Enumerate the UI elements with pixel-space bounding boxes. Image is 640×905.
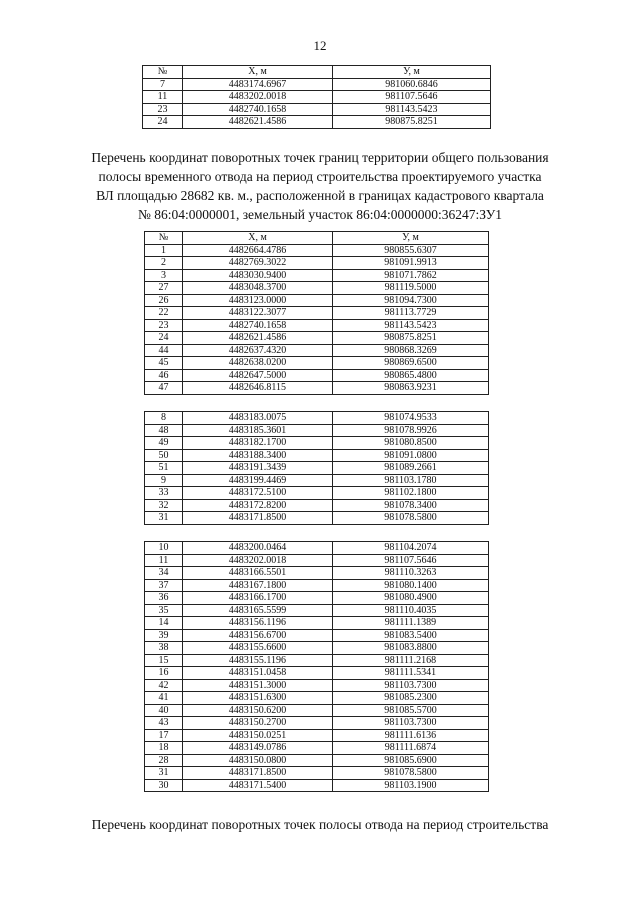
point-number-cell: 23 xyxy=(145,319,183,332)
x-coordinate-cell: 4483171.8500 xyxy=(183,512,333,525)
y-coordinate-cell: 981060.6846 xyxy=(333,78,491,91)
point-number-cell: 43 xyxy=(145,717,183,730)
table-row xyxy=(143,103,491,116)
point-number-cell: 51 xyxy=(145,462,183,475)
table-row xyxy=(145,742,489,755)
y-coordinate-cell: 980875.8251 xyxy=(333,332,489,345)
x-coordinate-cell: 4482769.3022 xyxy=(183,257,333,270)
point-number-cell: 11 xyxy=(145,554,183,567)
x-coordinate-cell: 4483150.0800 xyxy=(183,754,333,767)
section-heading-public-territory xyxy=(60,148,580,224)
y-coordinate-cell: 981110.3263 xyxy=(333,567,489,580)
y-coordinate-cell: 981083.8800 xyxy=(333,642,489,655)
x-coordinate-cell: 4482740.1658 xyxy=(183,103,333,116)
y-coordinate-cell: 981080.1400 xyxy=(333,579,489,592)
x-coordinate-cell: 4483171.5400 xyxy=(183,779,333,792)
point-number-cell: 40 xyxy=(145,704,183,717)
x-coordinate-cell: 4483167.1800 xyxy=(183,579,333,592)
y-coordinate-cell: 980863.9231 xyxy=(333,382,489,395)
point-number-cell: 3 xyxy=(145,269,183,282)
y-coordinate-cell: 981104.2074 xyxy=(333,542,489,555)
y-coordinate-cell: 981103.1780 xyxy=(333,474,489,487)
point-number-cell: 31 xyxy=(145,767,183,780)
point-number-cell: 14 xyxy=(145,617,183,630)
y-coordinate-cell: 981110.4035 xyxy=(333,604,489,617)
x-coordinate-cell: 4482621.4586 xyxy=(183,332,333,345)
x-coordinate-cell: 4483202.0018 xyxy=(183,91,333,104)
column-header-x: X, м xyxy=(183,66,333,79)
table-row xyxy=(145,449,489,462)
table-row xyxy=(145,369,489,382)
y-coordinate-cell: 980875.8251 xyxy=(333,116,491,129)
table-row xyxy=(145,554,489,567)
point-number-cell: 42 xyxy=(145,679,183,692)
x-coordinate-cell: 4482646.8115 xyxy=(183,382,333,395)
table-row xyxy=(145,307,489,320)
y-coordinate-cell: 981078.5800 xyxy=(333,767,489,780)
x-coordinate-cell: 4483123.0000 xyxy=(183,294,333,307)
y-coordinate-cell: 981091.0800 xyxy=(333,449,489,462)
y-coordinate-cell: 981085.2300 xyxy=(333,692,489,705)
y-coordinate-cell: 981078.5800 xyxy=(333,512,489,525)
table-row xyxy=(145,629,489,642)
x-coordinate-cell: 4483151.0458 xyxy=(183,667,333,680)
point-number-cell: 50 xyxy=(145,449,183,462)
point-number-cell: 49 xyxy=(145,437,183,450)
table-row xyxy=(145,344,489,357)
point-number-cell: 46 xyxy=(145,369,183,382)
y-coordinate-cell: 981103.7300 xyxy=(333,717,489,730)
table-row xyxy=(145,332,489,345)
point-number-cell: 28 xyxy=(145,754,183,767)
table-row xyxy=(145,779,489,792)
x-coordinate-cell: 4483156.6700 xyxy=(183,629,333,642)
x-coordinate-cell: 4483151.3000 xyxy=(183,679,333,692)
table-row xyxy=(145,412,489,425)
table-row xyxy=(145,269,489,282)
table-row xyxy=(145,692,489,705)
point-number-cell: 15 xyxy=(145,654,183,667)
x-coordinate-cell: 4483156.1196 xyxy=(183,617,333,630)
y-coordinate-cell: 981107.5646 xyxy=(333,91,491,104)
column-header-number: № xyxy=(143,66,183,79)
y-coordinate-cell: 981080.4900 xyxy=(333,592,489,605)
heading-line: полосы временного отвода на период строительства проектируемого участка xyxy=(98,169,542,184)
point-number-cell: 2 xyxy=(145,257,183,270)
point-number-cell: 48 xyxy=(145,424,183,437)
table-row xyxy=(145,282,489,295)
table-header-row xyxy=(143,66,491,79)
y-coordinate-cell: 981085.6900 xyxy=(333,754,489,767)
coordinates-table-2 xyxy=(144,231,489,395)
y-coordinate-cell: 980865.4800 xyxy=(333,369,489,382)
table-row xyxy=(145,729,489,742)
point-number-cell: 30 xyxy=(145,779,183,792)
y-coordinate-cell: 980869.6500 xyxy=(333,357,489,370)
table-row xyxy=(145,654,489,667)
y-coordinate-cell: 981103.1900 xyxy=(333,779,489,792)
y-coordinate-cell: 981102.1800 xyxy=(333,487,489,500)
point-number-cell: 38 xyxy=(145,642,183,655)
y-coordinate-cell: 981111.6136 xyxy=(333,729,489,742)
table-row xyxy=(143,91,491,104)
table-row xyxy=(145,244,489,257)
x-coordinate-cell: 4482637.4320 xyxy=(183,344,333,357)
point-number-cell: 41 xyxy=(145,692,183,705)
table-row xyxy=(145,604,489,617)
table-row xyxy=(145,319,489,332)
x-coordinate-cell: 4483191.3439 xyxy=(183,462,333,475)
table-row xyxy=(143,78,491,91)
x-coordinate-cell: 4482621.4586 xyxy=(183,116,333,129)
x-coordinate-cell: 4483149.0786 xyxy=(183,742,333,755)
x-coordinate-cell: 4483165.5599 xyxy=(183,604,333,617)
table-row xyxy=(145,437,489,450)
column-header-y: У, м xyxy=(333,66,491,79)
heading-line: Перечень координат поворотных точек границ территории общего пользования xyxy=(91,150,549,165)
x-coordinate-cell: 4483155.1196 xyxy=(183,654,333,667)
x-coordinate-cell: 4482647.5000 xyxy=(183,369,333,382)
table-row xyxy=(145,567,489,580)
y-coordinate-cell: 981111.1389 xyxy=(333,617,489,630)
y-coordinate-cell: 981119.5000 xyxy=(333,282,489,295)
point-number-cell: 22 xyxy=(145,307,183,320)
x-coordinate-cell: 4483199.4469 xyxy=(183,474,333,487)
column-header-number: № xyxy=(145,232,183,245)
point-number-cell: 45 xyxy=(145,357,183,370)
y-coordinate-cell: 980868.3269 xyxy=(333,344,489,357)
point-number-cell: 33 xyxy=(145,487,183,500)
table-row xyxy=(145,487,489,500)
x-coordinate-cell: 4483172.5100 xyxy=(183,487,333,500)
x-coordinate-cell: 4483030.9400 xyxy=(183,269,333,282)
table-row xyxy=(145,679,489,692)
x-coordinate-cell: 4483150.6200 xyxy=(183,704,333,717)
x-coordinate-cell: 4483185.3601 xyxy=(183,424,333,437)
table-row xyxy=(145,704,489,717)
point-number-cell: 24 xyxy=(145,332,183,345)
point-number-cell: 17 xyxy=(145,729,183,742)
y-coordinate-cell: 981143.5423 xyxy=(333,103,491,116)
y-coordinate-cell: 981085.5700 xyxy=(333,704,489,717)
table-row xyxy=(145,579,489,592)
point-number-cell: 1 xyxy=(145,244,183,257)
point-number-cell: 34 xyxy=(145,567,183,580)
table-row xyxy=(145,474,489,487)
y-coordinate-cell: 981089.2661 xyxy=(333,462,489,475)
table-row xyxy=(145,754,489,767)
table-row xyxy=(145,462,489,475)
point-number-cell: 9 xyxy=(145,474,183,487)
point-number-cell: 37 xyxy=(145,579,183,592)
point-number-cell: 11 xyxy=(143,91,183,104)
x-coordinate-cell: 4483048.3700 xyxy=(183,282,333,295)
point-number-cell: 18 xyxy=(145,742,183,755)
table-row xyxy=(145,499,489,512)
point-number-cell: 35 xyxy=(145,604,183,617)
x-coordinate-cell: 4482740.1658 xyxy=(183,319,333,332)
table-row xyxy=(145,642,489,655)
table-row xyxy=(145,424,489,437)
table-header-row xyxy=(145,232,489,245)
x-coordinate-cell: 4483188.3400 xyxy=(183,449,333,462)
y-coordinate-cell: 981111.5341 xyxy=(333,667,489,680)
point-number-cell: 27 xyxy=(145,282,183,295)
section-heading-construction-strip: Перечень координат поворотных точек полосы отвода на период строительства xyxy=(91,817,549,832)
y-coordinate-cell: 981143.5423 xyxy=(333,319,489,332)
y-coordinate-cell: 981113.7729 xyxy=(333,307,489,320)
coordinates-table-3 xyxy=(144,411,489,525)
y-coordinate-cell: 981094.7300 xyxy=(333,294,489,307)
y-coordinate-cell: 981078.9926 xyxy=(333,424,489,437)
x-coordinate-cell: 4483182.1700 xyxy=(183,437,333,450)
y-coordinate-cell: 981074.9533 xyxy=(333,412,489,425)
point-number-cell: 47 xyxy=(145,382,183,395)
y-coordinate-cell: 981071.7862 xyxy=(333,269,489,282)
x-coordinate-cell: 4483150.0251 xyxy=(183,729,333,742)
y-coordinate-cell: 981103.7300 xyxy=(333,679,489,692)
heading-line: ВЛ площадью 28682 кв. м., расположенной в границах кадастрового квартала xyxy=(96,188,544,203)
column-header-x: X, м xyxy=(183,232,333,245)
page-number: 12 xyxy=(313,38,327,53)
coordinates-table-1 xyxy=(142,65,491,129)
x-coordinate-cell: 4483172.8200 xyxy=(183,499,333,512)
y-coordinate-cell: 981111.6874 xyxy=(333,742,489,755)
point-number-cell: 32 xyxy=(145,499,183,512)
x-coordinate-cell: 4483174.6967 xyxy=(183,78,333,91)
table-row xyxy=(145,767,489,780)
point-number-cell: 31 xyxy=(145,512,183,525)
table-row xyxy=(145,667,489,680)
x-coordinate-cell: 4483150.2700 xyxy=(183,717,333,730)
x-coordinate-cell: 4483122.3077 xyxy=(183,307,333,320)
table-row xyxy=(145,512,489,525)
y-coordinate-cell: 980855.6307 xyxy=(333,244,489,257)
y-coordinate-cell: 981083.5400 xyxy=(333,629,489,642)
table-row xyxy=(145,617,489,630)
y-coordinate-cell: 981107.5646 xyxy=(333,554,489,567)
column-header-y: У, м xyxy=(333,232,489,245)
y-coordinate-cell: 981111.2168 xyxy=(333,654,489,667)
x-coordinate-cell: 4482664.4786 xyxy=(183,244,333,257)
point-number-cell: 10 xyxy=(145,542,183,555)
table-row xyxy=(145,294,489,307)
point-number-cell: 44 xyxy=(145,344,183,357)
x-coordinate-cell: 4482638.0200 xyxy=(183,357,333,370)
table-row xyxy=(145,592,489,605)
table-row xyxy=(145,717,489,730)
x-coordinate-cell: 4483155.6600 xyxy=(183,642,333,655)
x-coordinate-cell: 4483166.1700 xyxy=(183,592,333,605)
table-row xyxy=(145,257,489,270)
point-number-cell: 7 xyxy=(143,78,183,91)
point-number-cell: 23 xyxy=(143,103,183,116)
y-coordinate-cell: 981091.9913 xyxy=(333,257,489,270)
y-coordinate-cell: 981080.8500 xyxy=(333,437,489,450)
table-row xyxy=(143,116,491,129)
x-coordinate-cell: 4483166.5501 xyxy=(183,567,333,580)
x-coordinate-cell: 4483151.6300 xyxy=(183,692,333,705)
table-row xyxy=(145,357,489,370)
y-coordinate-cell: 981078.3400 xyxy=(333,499,489,512)
x-coordinate-cell: 4483171.8500 xyxy=(183,767,333,780)
point-number-cell: 8 xyxy=(145,412,183,425)
point-number-cell: 36 xyxy=(145,592,183,605)
x-coordinate-cell: 4483183.0075 xyxy=(183,412,333,425)
x-coordinate-cell: 4483200.0464 xyxy=(183,542,333,555)
table-row xyxy=(145,382,489,395)
x-coordinate-cell: 4483202.0018 xyxy=(183,554,333,567)
point-number-cell: 26 xyxy=(145,294,183,307)
point-number-cell: 39 xyxy=(145,629,183,642)
table-row xyxy=(145,542,489,555)
coordinates-table-4 xyxy=(144,541,489,792)
point-number-cell: 16 xyxy=(145,667,183,680)
heading-line: № 86:04:0000001, земельный участок 86:04:0000000:36247:ЗУ1 xyxy=(137,207,503,222)
point-number-cell: 24 xyxy=(143,116,183,129)
